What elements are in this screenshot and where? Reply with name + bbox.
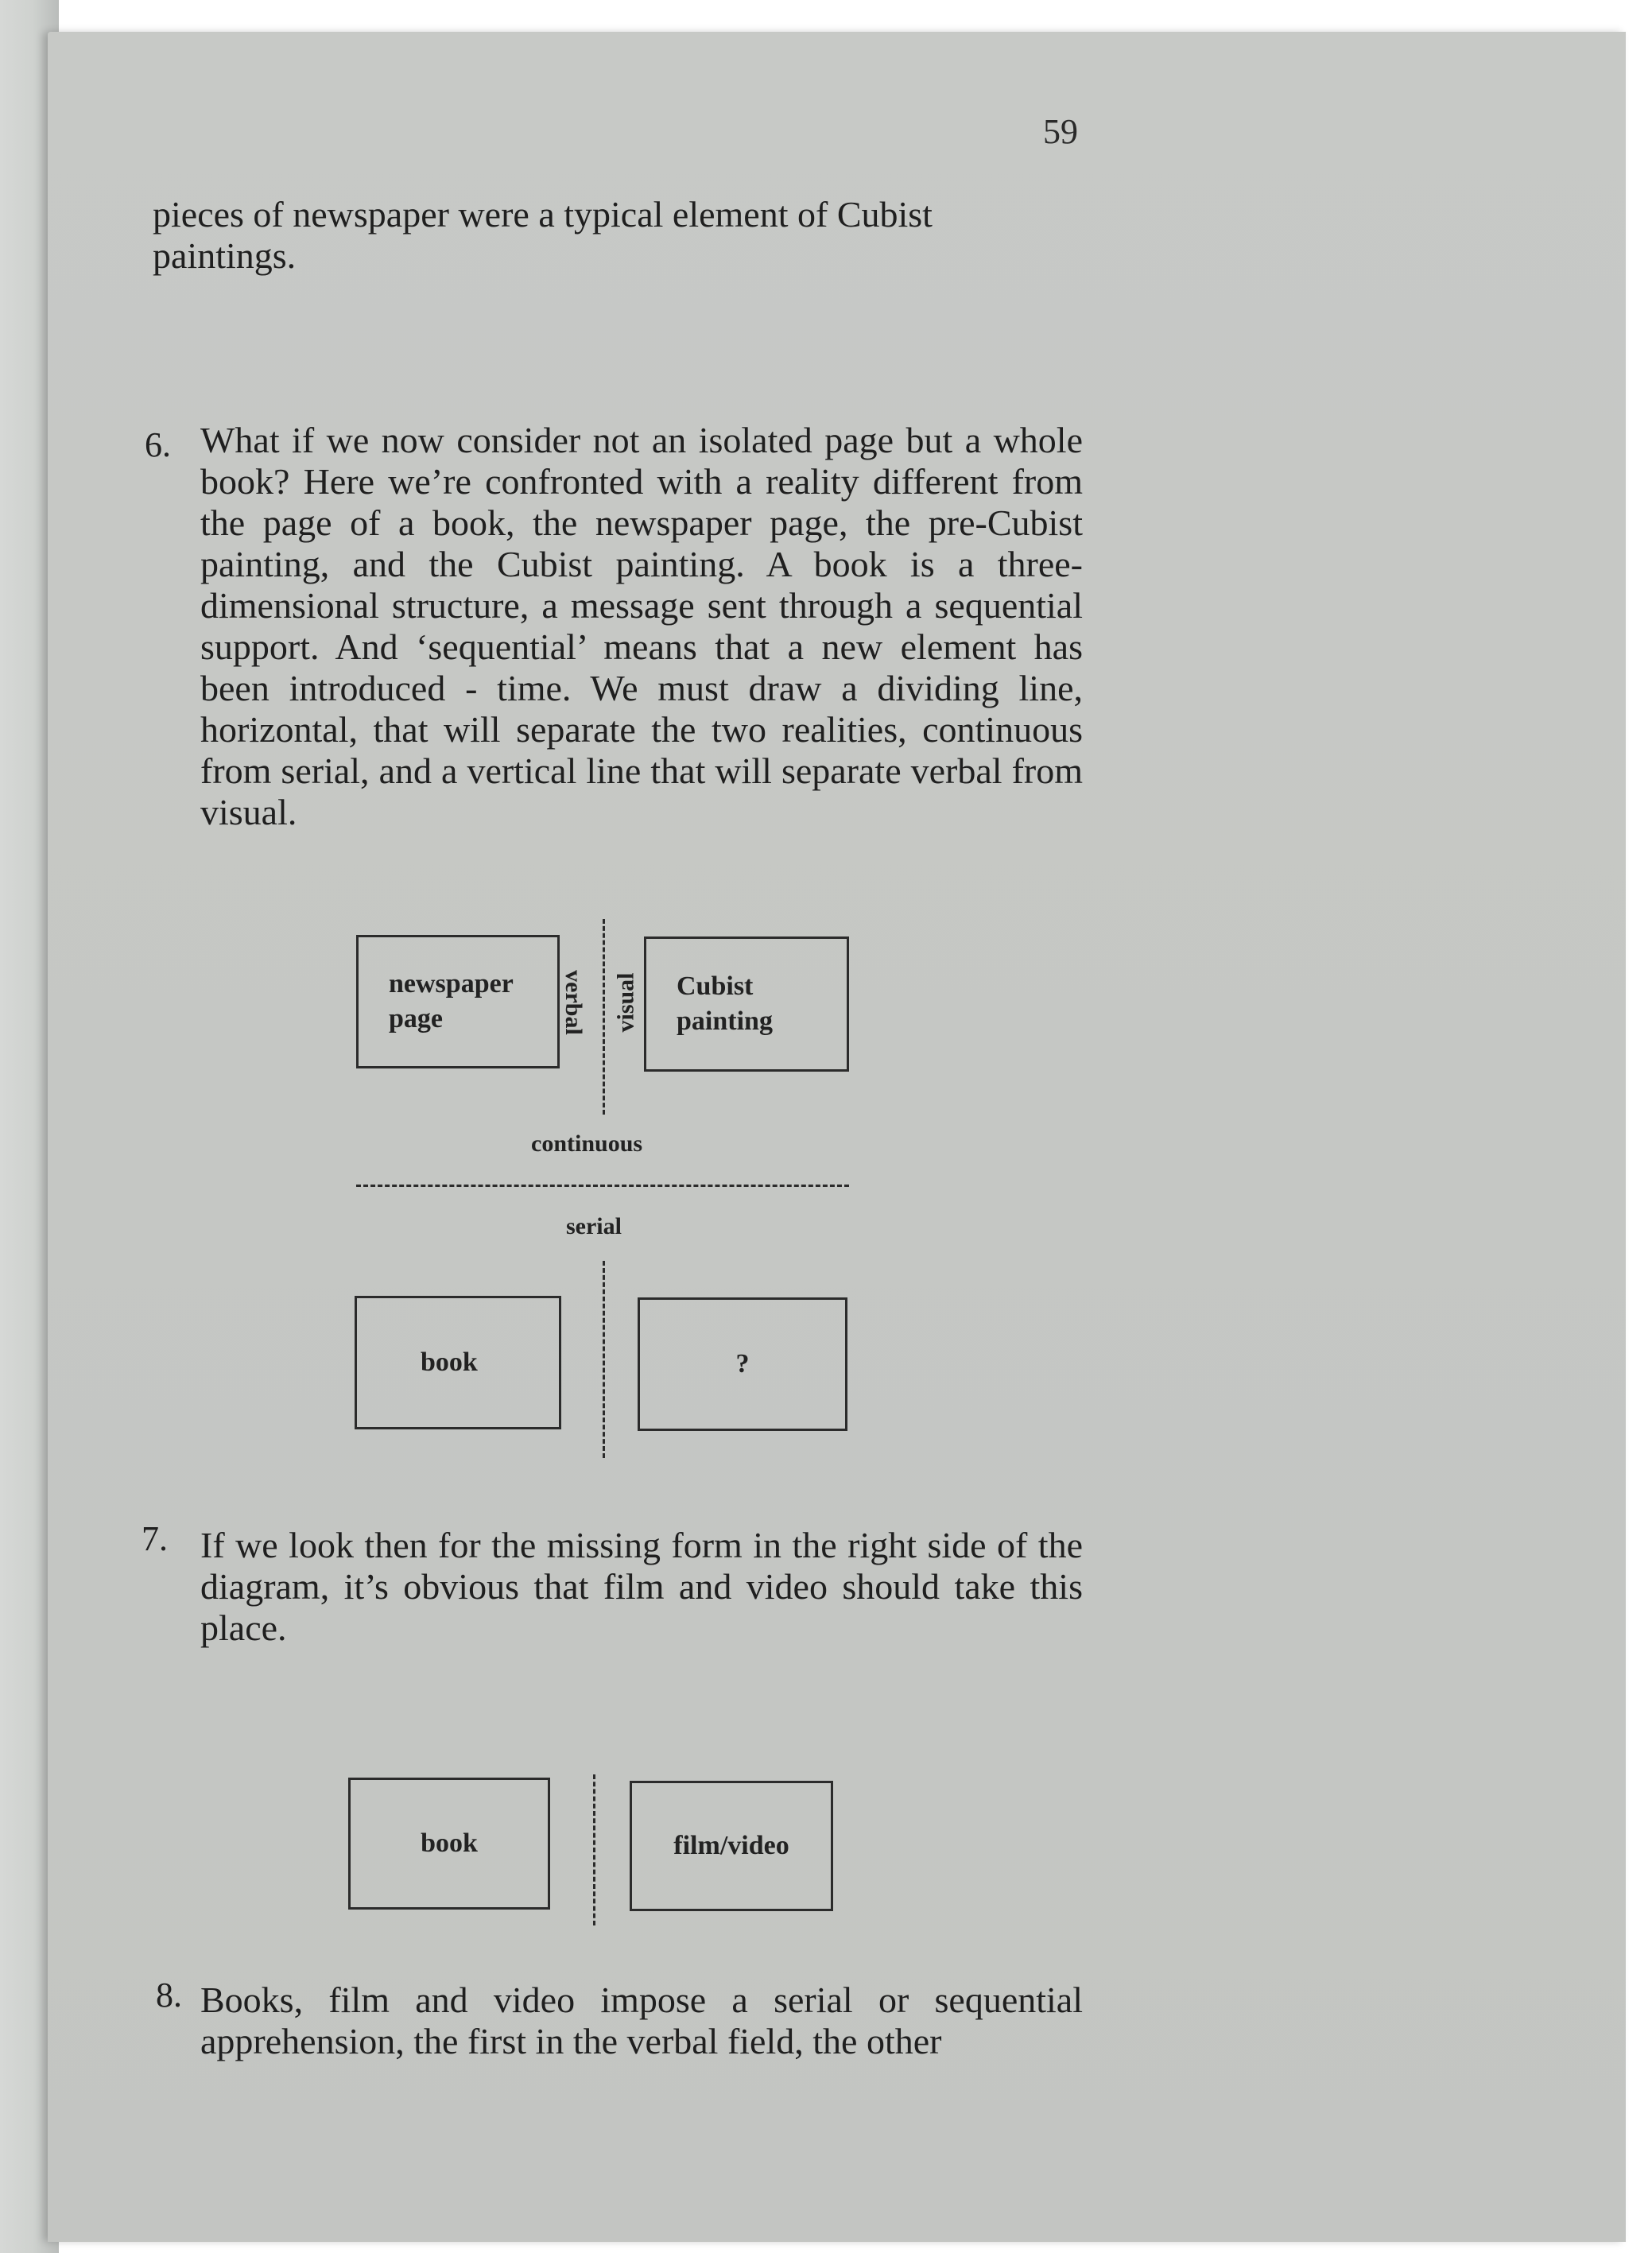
box-book-2 xyxy=(348,1778,550,1910)
box-newspaper-page xyxy=(356,935,560,1068)
paragraph-8 xyxy=(200,1980,1083,2062)
paragraph-8-text: Books, film and video impose a serial or sequential apprehension, the first in the verbal field, the other xyxy=(200,1980,1083,2061)
box-book-2-label: book xyxy=(421,1828,478,1858)
paragraph-6-text: What if we now consider not an isolated page but a whole book? Here we’re confronted with a reality different from the page of a book, the newspaper page, the pre-Cubist painting, and the Cubist painting. A book is a three-dimensional structure, a message sent through a sequential support. And ‘sequential’ means that a new element has been introduced - time. We must draw a dividing line, horizontal, that will separate the two realities, continuous from serial, and a vertical line that will separate verbal from visual. xyxy=(200,420,1083,832)
paragraph-7 xyxy=(200,1525,1083,1649)
vertical-divider-top xyxy=(603,919,605,1115)
intro-text xyxy=(153,194,1067,277)
horizontal-divider xyxy=(356,1185,849,1187)
vertical-divider-2 xyxy=(593,1774,595,1925)
paragraph-7-text: If we look then for the missing form in the right side of the diagram, it’s obvious that film and video should take this place. xyxy=(200,1525,1083,1648)
paragraph-7-number: 7. xyxy=(142,1519,168,1558)
vertical-divider-bottom xyxy=(603,1261,605,1458)
box-cubist-painting-label: Cubist painting xyxy=(677,971,773,1036)
verbal-label: verbal xyxy=(560,970,587,1035)
box-film-video-label: film/video xyxy=(673,1831,789,1860)
box-newspaper-page-label: newspaper page xyxy=(389,969,514,1033)
box-film-video xyxy=(630,1781,833,1911)
page-number: 59 xyxy=(1043,112,1078,151)
box-unknown-label: ? xyxy=(735,1349,750,1379)
book-page xyxy=(48,32,1626,2242)
continuous-label: continuous xyxy=(531,1130,643,1157)
serial-label: serial xyxy=(566,1213,622,1239)
visual-label: visual xyxy=(612,972,639,1033)
box-cubist-painting xyxy=(644,936,849,1072)
paragraph-6 xyxy=(200,420,1083,865)
paragraph-6-number: 6. xyxy=(145,425,171,464)
box-book-label: book xyxy=(421,1348,478,1377)
box-unknown xyxy=(638,1297,847,1431)
intro-paragraph: pieces of newspaper were a typical element of Cubist paintings. xyxy=(153,194,933,276)
paragraph-8-number: 8. xyxy=(156,1976,182,2015)
box-book xyxy=(355,1296,561,1429)
